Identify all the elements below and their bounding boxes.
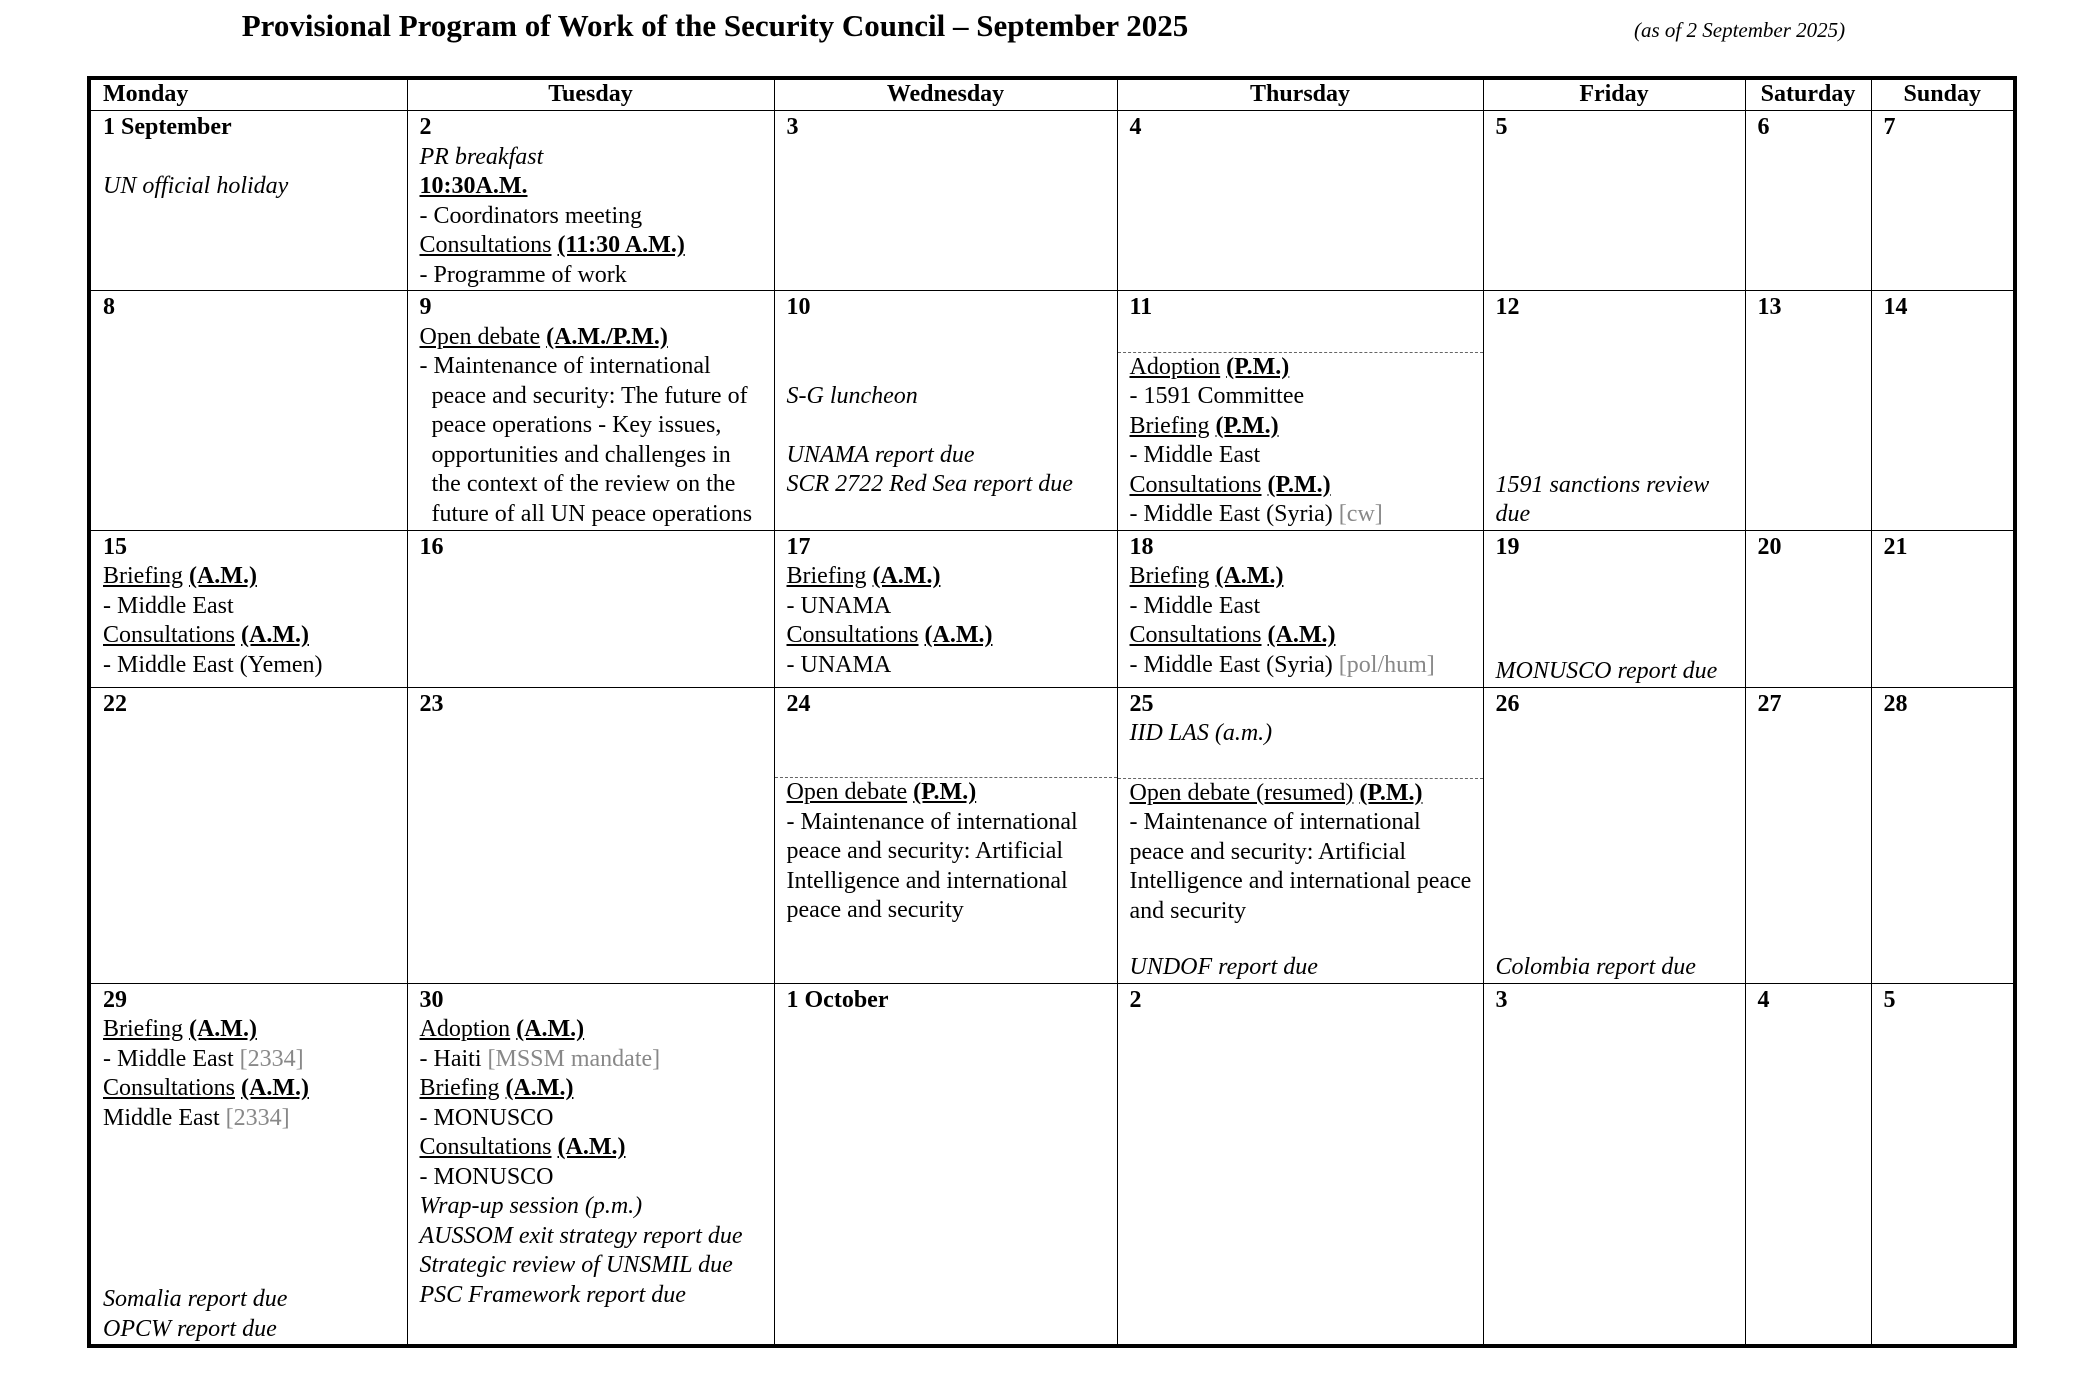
- day-cell: [1118, 111, 1483, 290]
- day-cell: [1484, 984, 1745, 1345]
- event-item: - Middle East [2334]: [103, 1045, 304, 1072]
- day-number: 29: [103, 986, 127, 1013]
- day-cell: [1872, 291, 2014, 530]
- day-cell: [408, 688, 774, 983]
- day-number: 8: [103, 294, 115, 320]
- week-row: [89, 530, 2015, 687]
- event-item: - Maintenance of international peace and security: Artificial Intelligence and international peace and security: [1129, 809, 1472, 924]
- event-heading: Briefing (A.M.): [103, 1016, 257, 1042]
- event-note: UNAMA report due: [786, 441, 975, 468]
- event-item: - Middle East (Syria) [pol/hum]: [1129, 651, 1435, 678]
- day-number: 25: [1129, 690, 1154, 717]
- week-row: [89, 687, 2015, 983]
- header-tuesday: Tuesday: [407, 78, 774, 111]
- week-row: [89, 983, 2015, 1346]
- day-number: 5: [1883, 986, 1896, 1013]
- day-number: 4: [1757, 986, 1770, 1013]
- event-item: Middle East [2334]: [103, 1104, 290, 1131]
- weekday-header-row: [89, 78, 2015, 111]
- event-item: - Programme of work: [419, 261, 627, 288]
- day-cell: [1746, 688, 1871, 983]
- event-item: - Middle East (Syria) [cw]: [1129, 501, 1383, 527]
- day-cell: [408, 111, 774, 290]
- day-cell: [1746, 531, 1871, 687]
- day-cell: [1118, 531, 1483, 687]
- event-heading: Open debate (P.M.): [786, 779, 977, 805]
- event-heading: Briefing (A.M.): [1129, 563, 1284, 589]
- page-title: Provisional Program of Work of the Security Council – September 2025: [241, 8, 1189, 43]
- event-heading: Consultations (A.M.): [103, 622, 309, 648]
- header-wednesday: Wednesday: [774, 78, 1117, 111]
- event-item: - 1591 Committee: [1129, 383, 1305, 409]
- day-number: 21: [1883, 533, 1908, 560]
- day-number: 3: [1495, 986, 1508, 1013]
- day-cell: [91, 688, 407, 983]
- day-number: 2: [1129, 986, 1142, 1013]
- event-note: PR breakfast: [419, 143, 544, 170]
- day-cell: [775, 291, 1117, 530]
- event-item: - Middle East: [103, 592, 234, 619]
- event-note: IID LAS (a.m.): [1129, 720, 1273, 746]
- event-heading: Open debate (A.M./P.M.): [419, 323, 668, 350]
- day-cell: [408, 291, 774, 530]
- event-heading: Consultations (P.M.): [1129, 471, 1331, 498]
- day-number: 6: [1757, 114, 1770, 140]
- event-heading: Consultations (A.M.): [1129, 622, 1336, 648]
- header-monday: Monday: [89, 78, 407, 111]
- day-number: 14: [1883, 294, 1908, 320]
- day-number: 3: [786, 114, 799, 140]
- event-heading: Briefing (A.M.): [419, 1075, 574, 1101]
- day-cell: [1746, 984, 1871, 1345]
- event-item: - Middle East: [1129, 442, 1261, 468]
- event-note: UN official holiday: [103, 173, 289, 199]
- event-heading: Consultations (11:30 A.M.): [419, 232, 685, 258]
- event-note: AUSSOM exit strategy report due: [419, 1222, 743, 1249]
- day-number: 11: [1129, 294, 1153, 320]
- day-cell: [408, 984, 774, 1345]
- event-heading: Adoption (P.M.): [1129, 353, 1290, 380]
- header-friday: Friday: [1483, 78, 1745, 111]
- calendar-table: [87, 76, 2017, 1348]
- week-row: [89, 291, 2015, 531]
- event-item: - Maintenance of international peace and security: Artificial Intelligence and international peace and security: [786, 808, 1078, 923]
- day-number: 12: [1495, 294, 1520, 320]
- day-cell: [1872, 984, 2014, 1345]
- day-number: 1 October: [786, 986, 889, 1013]
- event-item: - UNAMA: [786, 651, 892, 678]
- day-cell: [1484, 291, 1745, 530]
- event-note: UNDOF report due: [1129, 954, 1318, 980]
- day-cell: [1746, 111, 1871, 290]
- day-cell: [775, 688, 1117, 983]
- day-number: 9: [419, 294, 432, 320]
- day-cell: [1118, 688, 1483, 983]
- event-note: Somalia report due: [103, 1286, 288, 1312]
- event-heading: Briefing (P.M.): [1129, 412, 1279, 439]
- event-note: PSC Framework report due: [419, 1281, 686, 1308]
- day-cell: [775, 111, 1117, 290]
- event-item: - Haiti [MSSM mandate]: [419, 1045, 661, 1072]
- day-number: 5: [1495, 114, 1508, 140]
- day-cell: [1872, 111, 2014, 290]
- event-time: 10:30A.M.: [419, 173, 528, 199]
- day-number: 10: [786, 294, 811, 320]
- day-cell: [1872, 531, 2014, 687]
- day-number: 15: [103, 533, 127, 560]
- event-note: Strategic review of UNSMIL due: [419, 1252, 733, 1278]
- event-heading: Briefing (A.M.): [103, 563, 257, 589]
- day-number: 28: [1883, 690, 1908, 717]
- event-heading: Open debate (resumed) (P.M.): [1129, 779, 1423, 806]
- day-cell: [1484, 111, 1745, 290]
- day-cell: [775, 984, 1117, 1345]
- day-cell: [91, 111, 407, 290]
- event-note: MONUSCO report due: [1495, 658, 1718, 684]
- day-number: 23: [419, 690, 444, 717]
- event-note: S-G luncheon: [786, 382, 918, 409]
- day-number: 22: [103, 690, 127, 717]
- day-cell: [775, 531, 1117, 687]
- day-number: 2: [419, 114, 432, 140]
- event-heading: Consultations (A.M.): [786, 622, 993, 648]
- day-number: 16: [419, 533, 444, 560]
- day-number: 7: [1883, 114, 1896, 140]
- day-number: 13: [1757, 294, 1782, 320]
- day-cell: [1746, 291, 1871, 530]
- day-number: 17: [786, 533, 811, 560]
- event-note: Colombia report due: [1495, 954, 1696, 980]
- day-number: 1 September: [103, 114, 232, 140]
- event-note: 1591 sanctions review due: [1495, 471, 1710, 527]
- event-heading: Adoption (A.M.): [419, 1016, 585, 1042]
- event-item: - UNAMA: [786, 592, 892, 619]
- day-cell: [1872, 688, 2014, 983]
- header-thursday: Thursday: [1117, 78, 1483, 111]
- day-cell: [91, 984, 407, 1345]
- header-sunday: Sunday: [1871, 78, 2015, 111]
- day-number: 4: [1129, 114, 1142, 140]
- event-note: OPCW report due: [103, 1315, 277, 1342]
- event-item: - Middle East (Yemen): [103, 651, 323, 678]
- as-of-date: (as of 2 September 2025): [1634, 18, 1846, 42]
- day-number: 24: [786, 690, 811, 717]
- event-item: - Coordinators meeting: [419, 202, 643, 229]
- day-cell: [91, 531, 407, 687]
- week-row: [89, 111, 2015, 291]
- day-cell: [1118, 291, 1483, 530]
- day-cell: [1484, 688, 1745, 983]
- day-cell: [408, 531, 774, 687]
- event-item: - MONUSCO: [419, 1163, 554, 1190]
- day-cell: [1118, 984, 1483, 1345]
- day-cell: [1484, 531, 1745, 687]
- event-heading: Briefing (A.M.): [786, 563, 941, 589]
- event-heading: Consultations (A.M.): [419, 1134, 626, 1160]
- day-number: 26: [1495, 690, 1520, 717]
- day-number: 27: [1757, 690, 1782, 717]
- event-item: - Middle East: [1129, 592, 1261, 619]
- event-item: - MONUSCO: [419, 1104, 554, 1131]
- event-heading: Consultations (A.M.): [103, 1075, 309, 1101]
- header-saturday: Saturday: [1745, 78, 1871, 111]
- event-item: - Maintenance of international peace and security: The future of peace operations - Key issues, opportunities and challenges in the context of the review on the future of all UN peace operations: [419, 353, 753, 527]
- day-cell: [91, 291, 407, 530]
- day-number: 19: [1495, 533, 1520, 560]
- event-note: SCR 2722 Red Sea report due: [786, 471, 1073, 497]
- day-number: 20: [1757, 533, 1782, 560]
- event-note: Wrap-up session (p.m.): [419, 1193, 643, 1219]
- day-number: 30: [419, 986, 444, 1013]
- day-number: 18: [1129, 533, 1154, 560]
